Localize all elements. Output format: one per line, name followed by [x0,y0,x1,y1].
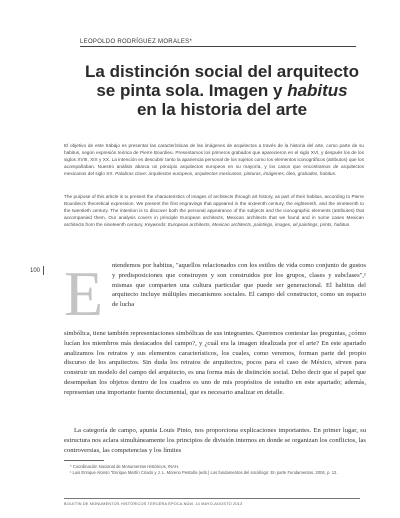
abstract-english-text: The purpose of this article is to present the characteristics of images of architects through art history, as part of their habitus, according to Pierre Bourdieu's theoretical expression. We present the first engravings that appeared in the sixteenth century, the eighteenth, and the nineteenth to the twentieth century. The intention is to discover both the personal appearance of the subjects and the iconographic elements (attributes) that accompanied them. Our analysis covers in principle European architects, Mexican architects that we found and in some cases Mexican architects from the nineteenth century. [64,194,364,228]
footnote-rule [64,460,104,461]
footnotes [64,464,360,477]
title-line-1: La distinción social del arquitecto [85,62,359,81]
abstract-spanish-text: El objetivo de este trabajo es presentar las características de las imágenes de arquitectos a través de la historia del arte, como parte de su habitus, según expresión teórica de Pierre Bourdieu. Presentamos los primeros grabados que aparecieron en el siglo XVI, y después los de los siglos XVIII, XIX y XX. La intención es descubrir tanto la apariencia personal de los sujetos como los elementos iconográficos (atributos) que los acompañaban. Nuestro análisis abarca un principio arquitectos europeos en su mayoría, y los casos que encontramos de arquitectos mexicanos del siglo XX. [64,143,364,177]
header-rule [80,46,356,47]
body-paragraph-1-first: ntendemos por habitus, "aquellos relacionados con los estilos de vida como conjunto de gustos y predisposiciones que construyen y son construidos por los grupos, clases y subclases",¹ mismas que comparten una cultura particular que puede ser generacional. El habitus del arquitecto incluye múltiples mecanismos sociales. El campo del constructor, como un espacio de lucha [112,262,366,309]
author-name: LEOPOLDO RODRÍGUEZ MORALES* [80,39,193,45]
page-number-bar [43,266,44,275]
title-line-2: se pinta sola. Imagen y [96,81,288,100]
journal-footer: BOLETÍN DE MONUMENTOS HISTÓRICOS TERCERA ÉPOCA NÚM. 14 MAYO-AGOSTO 2013 [64,502,243,506]
keywords-spanish: Palabras clave: arquitectos europeos, arquitectos mexicanos, pinturas, imágenes, óleo, grabados, habitus. [115,171,337,177]
page-number: 100 [30,268,41,274]
body-paragraph-1-rest: simbólica, tiene también representaciones simbólicas de sus integrantes. Queremos contestar las preguntas, ¿cómo lucían los miembros más destacados del campo?, y ¿cuál era la imagen idealizada por el arte? En este apartado analizamos los retratos y sus elementos característicos, los cuales, como veremos, forman parte del propio discurso de los arquitectos. Sin duda los retratos de arquitectos, pocos para el caso de México, sirven para construir un modelo del campo del arquitecto, es una forma más de distinción social. Debo decir que el papel que desempeñan los objetos dentro de los cuadros es uno de mis propósitos de estudio en este apartado; además, representan una importante fuente documental, que es necesario analizar en detalle. [64,330,366,396]
article-title [76,62,368,119]
body-paragraph-2: La categoría de campo, apunta Louis Pinto, nos proporciona explicaciones importantes. En primer lugar, su estructura nos aclara simultáneamente los principios de división internos en donde se organizan los conflictos, las controversias, las competencias y los límites [64,427,366,454]
title-line-3: en la historia del arte [136,100,308,119]
footer-rule [64,498,360,499]
footnote-1: ¹ Luis Enrique Alonso "Enrique Martín Criado y J. L. Moreno Pestaña (eds.) Los fundamentos del sociólogo: En parte Fundamentos. 2004, p. 12. [70,470,338,476]
keywords-english: Keywords: European architects, Mexican architects, paintings, images, oil paintings, prints, habitus. [144,222,351,228]
footnote-affiliation: * Coordinación Nacional de Monumentos Históricos, INAH. [70,464,180,469]
title-habitus: habitus [287,81,348,100]
drop-cap: E [64,258,104,329]
abstract-spanish [64,142,364,177]
abstract-english [64,193,364,228]
